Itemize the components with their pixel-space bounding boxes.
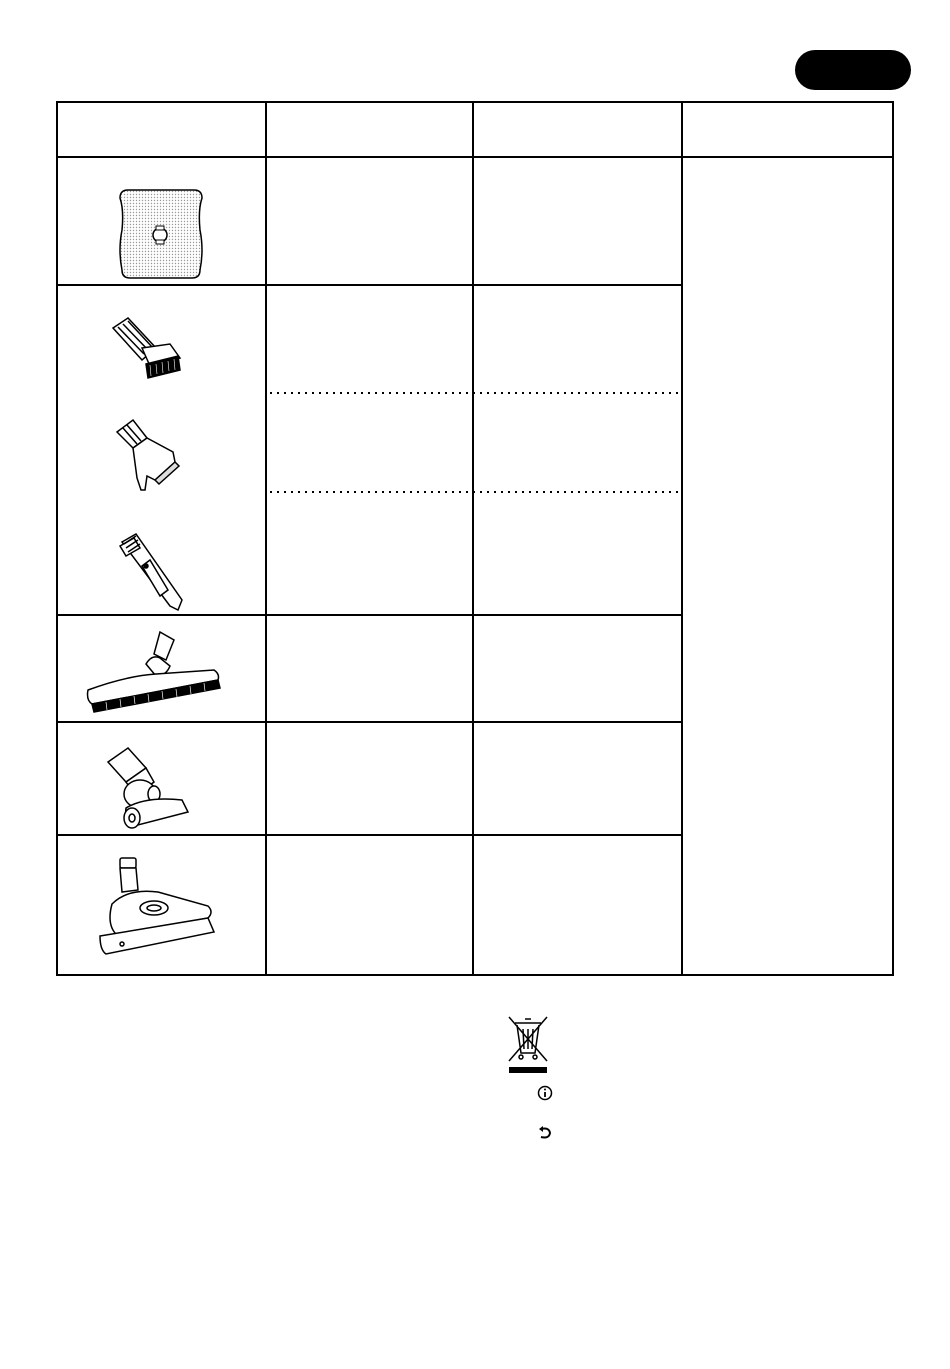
- mini-turbo-brush-icon: [108, 748, 188, 828]
- arrow-next-icon: [539, 1126, 550, 1138]
- turbo-floor-nozzle-icon: [100, 858, 214, 954]
- crevice-tool-icon: [120, 534, 182, 610]
- dusting-brush-icon: [113, 318, 180, 378]
- dotted-separators: [270, 393, 682, 492]
- upholstery-nozzle-icon: [117, 420, 179, 490]
- hard-floor-brush-icon: [88, 632, 221, 712]
- weee-crossed-bin-icon: [509, 1017, 547, 1073]
- dust-bag-icon: [120, 190, 202, 278]
- info-icon: [539, 1087, 552, 1100]
